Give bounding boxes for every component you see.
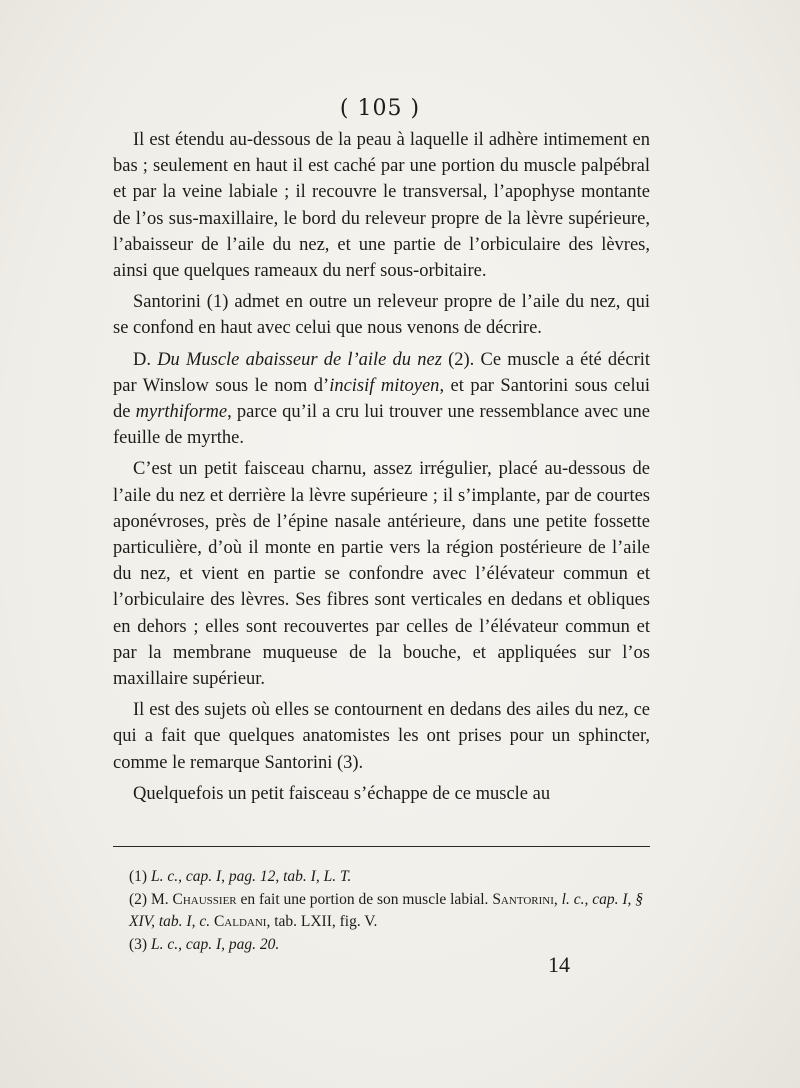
section-d-paragraph [113,347,650,452]
section-text-2: , et par Santorini sous celui de [113,375,650,423]
paragraph-4: C’est un petit faisceau charnu, assez irrégulier, placé au-dessous de l’aile du nez et derrière la lèvre supérieure ; il s’implante, par de courtes aponévroses, près de l’épine nasale antérieure, dans une petite fossette particulière, d’où il monte en partie vers la région postérieure de l’aile du nez, et vient en partie se confondre avec l’élévateur commun et l’orbiculaire des lèvres. Ses fibres sont verticales en dedans et obliques en dehors ; elles sont recouvertes par celles de l’élévateur commun et par la membrane muqueuse de la bouche, et appliquées sur l’os maxillaire supérieur. [113,459,650,690]
paragraph-5: Il est des sujets où elles se contournent en dedans des ailes du nez, ce qui a fait que quelques anatomistes les ont prises pour un sphincter, comme le remarque Santorini (3). [113,700,650,773]
footnote-1-number: (1) [129,868,148,885]
section-letter: D. [133,349,151,370]
main-text [113,127,650,807]
footnote-2-part2: en fait une portion de son muscle labial. [236,890,493,908]
footnote-divider [113,846,650,847]
section-title: Du Muscle abaisseur de l’aile du nez [157,349,442,370]
footnote-2-part4: , tab. LXII, fig. V. [266,913,378,930]
footnotes [113,866,650,956]
footnote-3-number: (3) [129,935,148,953]
footnote-2-name-chaussier: Chaussier [172,890,237,908]
signature-mark: 14 [548,952,570,977]
term-incisif-mitoyen: incisif mitoyen [329,375,440,396]
footnote-2 [113,889,650,934]
footnote-3-text: L. c., cap. I, pag. 20. [150,935,280,953]
paragraph-1: Il est étendu au-dessous de la peau à laquelle il adhère intimement en bas ; seulement en haut il est caché par une portion du muscle palpébral et par la veine labiale ; il recouvre le transversal, l’apophyse montante de l’os sus-maxillaire, le bord du releveur propre de la lèvre supérieure, l’abaisseur de l’aile du nez, et une partie de l’orbiculaire des lèvres, ainsi que quelques rameaux du nerf sous-orbitaire. [113,130,650,282]
section-text-1: Ce muscle a été décrit par Winslow sous le nom d’ [113,349,651,396]
page-number: ( 105 ) [339,96,421,121]
footnote-2-name-caldani: Caldani [213,913,267,930]
footnote-2-part3: , l. c., cap. I, § XIV, tab. I, c. [129,890,644,930]
section-text-3: , parce qu’il a cru lui trouver une ressemblance avec une feuille de myrthe. [113,402,650,449]
footnote-1 [113,866,650,889]
paragraph-6: Quelquefois un petit faisceau s’échappe de ce muscle au [133,783,551,804]
footnote-2-part1: M. [150,890,173,908]
section-title-ref: (2). [448,349,475,370]
footnote-2-name-santorini: Santorini [492,890,554,908]
footnote-2-number: (2) [129,890,148,908]
paragraph-2: Santorini (1) admet en outre un releveur propre de l’aile du nez, qui se confond en haut avec celui que nous venons de décrire. [113,292,650,339]
term-myrthiforme: myrthiforme [135,402,228,423]
footnote-1-text: L. c., cap. I, pag. 12, tab. I, L. T. [150,868,352,885]
